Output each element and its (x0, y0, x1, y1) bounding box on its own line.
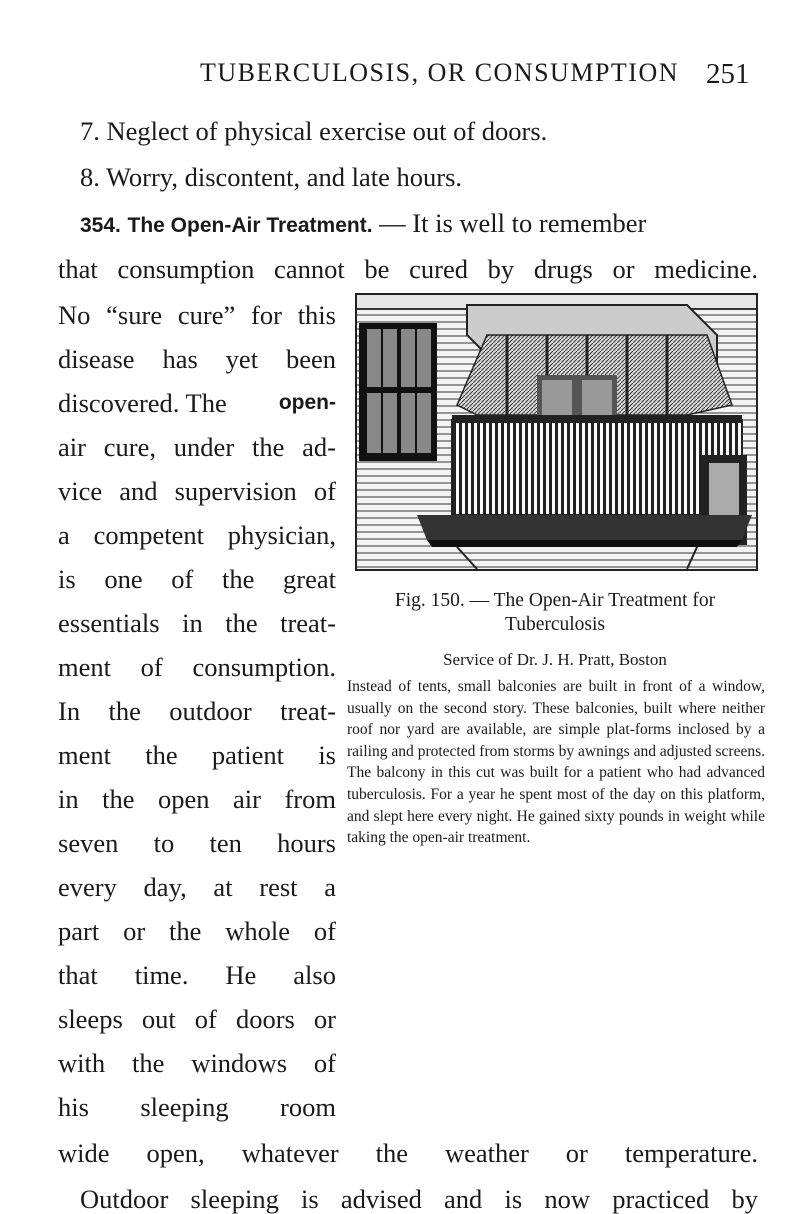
column-line: ment the patient is (58, 740, 336, 770)
figure-caption-title: Fig. 150. — The Open-Air Treatment for (394, 590, 716, 611)
column-line: sleeps out of doors or (58, 1004, 336, 1034)
list-item-7: 7. Neglect of physical exercise out of doors. (80, 116, 548, 146)
column-line: his sleeping room (58, 1092, 336, 1122)
column-line: essentials in the treat- (58, 608, 336, 638)
running-title: TUBERCULOSIS, OR CONSUMPTION (200, 58, 679, 87)
list-item-8: 8. Worry, discontent, and late hours. (80, 162, 463, 192)
balcony-engraving (357, 295, 756, 569)
column-line: In the outdoor treat- (58, 696, 336, 726)
column-line-open-air (58, 390, 336, 417)
section-number: 354. (80, 214, 121, 237)
figure-caption-body: Instead of tents, small balconies are built in front of a window, usually on the second story. These balconies, built where neither roof nor yard are available, are simple plat-forms inclosed by a railing and protected from storms by awnings and adjusted screens. The balcony in this cut was built for a patient who had advanced tuberculosis. For a year he spent most of the day on this platform, and slept here every night. He gained sixty pounds in weight while taking the open-air treatment. (347, 678, 765, 847)
full-line: Outdoor sleeping is advised and is now practiced by (80, 1184, 758, 1214)
column-line: ment of consumption. (58, 652, 336, 682)
balcony-illustration (355, 293, 758, 571)
running-head (0, 58, 800, 98)
column-line: seven to ten hours (58, 828, 336, 858)
column-line-text: discovered. The (58, 388, 227, 418)
column-line: with the windows of (58, 1048, 336, 1078)
page-number: 251 (706, 58, 750, 90)
column-line: disease has yet been (58, 344, 336, 374)
column-line: air cure, under the ad- (58, 432, 336, 462)
column-line: every day, at rest a (58, 872, 336, 902)
figure-caption-title-line2: Tuberculosis (504, 614, 606, 635)
column-line: that time. He also (58, 960, 336, 990)
section-intro: — It is well to remember (379, 208, 647, 238)
figure-caption-credit: Service of Dr. J. H. Pratt, Boston (443, 650, 667, 669)
full-line: wide open, whatever the weather or temperature. (58, 1138, 758, 1168)
section-heading-line (80, 210, 760, 237)
column-line: part or the whole of (58, 916, 336, 946)
section-heading: The Open-Air Treatment. (127, 214, 373, 237)
line-consumption: that consumption cannot be cured by drugs or medicine. (58, 254, 758, 284)
column-line: is one of the great (58, 564, 336, 594)
column-line: vice and supervision of (58, 476, 336, 506)
open-air-label: open- (278, 391, 336, 414)
column-line: a competent physician, (58, 520, 336, 550)
column-line: in the open air from (58, 784, 336, 814)
column-line: No “sure cure” for this (58, 300, 336, 330)
